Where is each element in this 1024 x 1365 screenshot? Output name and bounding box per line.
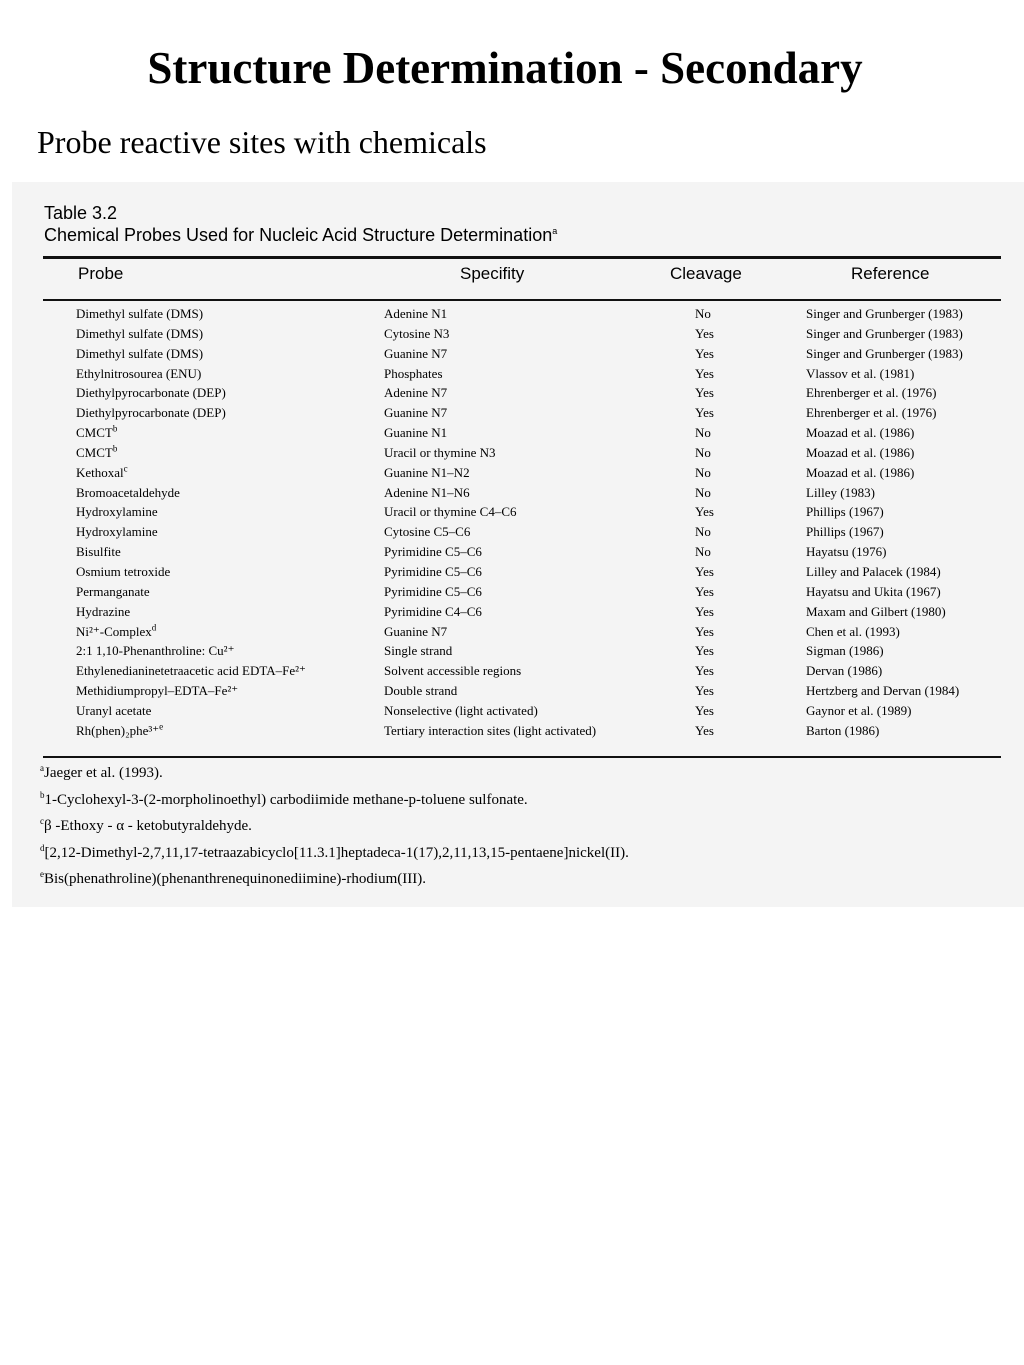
cell-reference: Barton (1986) (806, 722, 880, 738)
footnote-mark: b (112, 423, 118, 434)
cell-specifity: Cytosine N3 (384, 325, 450, 341)
cell-specifity: Pyrimidine C5–C6 (384, 583, 482, 599)
table-row (12, 642, 1024, 662)
cell-reference: Vlassov et al. (1981) (806, 365, 915, 381)
table-label: Table 3.2 (44, 203, 118, 223)
cell-probe: Dimethyl sulfate (DMS) (76, 306, 204, 321)
cell-cleavage: Yes (695, 504, 714, 520)
header-probe: Probe (78, 264, 124, 283)
footnote (40, 760, 1000, 787)
header-specifity: Specifity (460, 264, 525, 283)
cell-specifity: Adenine N7 (384, 385, 448, 401)
cell-cleavage: Yes (695, 722, 714, 738)
cell-reference: Lilley and Palacek (1984) (806, 563, 941, 579)
cell-probe: Hydroxylamine (76, 524, 158, 540)
table-row (12, 305, 1024, 325)
cell-specifity: Single strand (384, 643, 453, 659)
cell-specifity: Guanine N1 (384, 425, 448, 441)
cell-reference: Dervan (1986) (806, 663, 883, 679)
cell-cleavage: Yes (695, 563, 714, 579)
table-header-rule (43, 299, 1001, 301)
table-row (12, 345, 1024, 365)
cell-probe: Diethylpyrocarbonate (DEP) (76, 405, 226, 421)
slide-subtitle: Probe reactive sites with chemicals (37, 124, 487, 160)
cell-reference: Sigman (1986) (806, 643, 884, 659)
header-reference: Reference (851, 264, 930, 283)
cell-cleavage: Yes (695, 643, 714, 659)
footnote (40, 866, 1000, 893)
cell-specifity: Double strand (384, 683, 458, 699)
cell-specifity: Guanine N7 (384, 345, 448, 361)
cell-reference: Lilley (1983) (806, 484, 875, 500)
cell-reference: Ehrenberger et al. (1976) (806, 385, 937, 401)
footnote-text: Jaeger et al. (1993). (44, 765, 163, 781)
table-row (12, 444, 1024, 464)
table-row (12, 543, 1024, 563)
cell-probe: Hydrazine (76, 603, 131, 619)
table-row (12, 484, 1024, 504)
cell-specifity: Pyrimidine C5–C6 (384, 563, 482, 579)
table-row (12, 464, 1024, 484)
cell-reference: Moazad et al. (1986) (806, 444, 915, 460)
table-footnotes (40, 760, 1000, 893)
cell-reference: Singer and Grunberger (1983) (806, 325, 963, 341)
cell-cleavage: Yes (695, 663, 714, 679)
cell-specifity: Uracil or thymine C4–C6 (384, 504, 517, 520)
cell-cleavage: No (695, 464, 711, 480)
table-bottom-rule (43, 756, 1001, 758)
table-row (12, 702, 1024, 722)
table-row (12, 662, 1024, 682)
table-row (12, 384, 1024, 404)
cell-cleavage: Yes (695, 385, 714, 401)
cell-probe: Bromoacetaldehyde (76, 484, 180, 500)
cell-specifity: Adenine N1 (384, 306, 448, 321)
slide-title: Structure Determination - Secondary (147, 43, 863, 93)
cell-cleavage: No (695, 425, 711, 441)
table-row (12, 325, 1024, 345)
cell-reference: Maxam and Gilbert (1980) (806, 603, 946, 619)
cell-specifity: Tertiary interaction sites (light activated) (384, 722, 597, 738)
cell-specifity: Guanine N7 (384, 623, 448, 639)
table-row (12, 623, 1024, 643)
cell-reference: Singer and Grunberger (1983) (806, 306, 963, 321)
table-caption (44, 202, 557, 246)
table-title: Chemical Probes Used for Nucleic Acid Structure Determination (44, 225, 553, 245)
cell-cleavage: Yes (695, 405, 714, 421)
cell-specifity: Adenine N1–N6 (384, 484, 470, 500)
cell-specifity: Guanine N7 (384, 405, 448, 421)
table-row (12, 424, 1024, 444)
table-row (12, 682, 1024, 702)
cell-probe: CMCT$^b$ (76, 443, 118, 460)
cell-cleavage: Yes (695, 702, 714, 718)
footnote (40, 787, 1000, 814)
cell-specifity: Pyrimidine C4–C6 (384, 603, 482, 619)
cell-probe: 2:1 1,10-Phenanthroline: Cu²⁺ (76, 643, 235, 659)
cell-cleavage: No (695, 444, 711, 460)
cell-cleavage: Yes (695, 623, 714, 639)
cell-specifity: Solvent accessible regions (384, 663, 522, 679)
table-top-rule (43, 256, 1001, 259)
cell-cleavage: Yes (695, 683, 714, 699)
table-row (12, 404, 1024, 424)
cell-probe: Methidiumpropyl–EDTA–Fe²⁺ (76, 683, 239, 699)
cell-probe: Ethylnitrosourea (ENU) (76, 365, 202, 381)
cell-cleavage: Yes (695, 603, 714, 619)
cell-cleavage: No (695, 306, 711, 321)
cell-cleavage: Yes (695, 583, 714, 599)
footnote-text: Bis(phenathroline)(phenanthrenequinonediimine)-rhodium(III). (44, 871, 426, 887)
cell-probe: Bisulfite (76, 544, 121, 560)
cell-probe: CMCT$^b$ (76, 423, 118, 441)
scanned-table-image (12, 182, 1024, 907)
cell-cleavage: Yes (695, 345, 714, 361)
footnote-mark: e (159, 721, 164, 732)
table-title-footnote-mark: a (552, 226, 558, 236)
header-cleavage: Cleavage (670, 264, 742, 283)
footnote (40, 840, 1000, 867)
cell-specifity: Guanine N1–N2 (384, 464, 470, 480)
cell-reference: Singer and Grunberger (1983) (806, 345, 963, 361)
cell-reference: Phillips (1967) (806, 504, 884, 520)
cell-probe: Uranyl acetate (76, 702, 152, 718)
cell-cleavage: Yes (695, 325, 714, 341)
table-row (12, 722, 1024, 742)
table-row (12, 603, 1024, 623)
cell-probe: Hydroxylamine (76, 504, 158, 520)
footnote-mark: d (40, 842, 45, 853)
cell-probe: Kethoxal$^c$ (76, 463, 128, 480)
cell-cleavage: No (695, 544, 711, 560)
cell-reference: Phillips (1967) (806, 524, 884, 540)
cell-reference: Hertzberg and Dervan (1984) (806, 683, 960, 699)
footnote-mark: c (123, 463, 128, 474)
cell-specifity: Uracil or thymine N3 (384, 444, 496, 460)
footnote (40, 813, 1000, 840)
cell-probe: Permanganate (76, 583, 150, 599)
footnote-mark: b (40, 789, 45, 800)
table-row (12, 583, 1024, 603)
cell-specifity: Pyrimidine C5–C6 (384, 544, 482, 560)
table-row (12, 503, 1024, 523)
cell-reference: Gaynor et al. (1989) (806, 702, 912, 718)
footnote-mark: c (40, 816, 44, 826)
footnote-mark: a (40, 763, 44, 773)
footnote-mark: e (40, 869, 44, 879)
table-body (12, 305, 1024, 742)
table-row (12, 563, 1024, 583)
cell-reference: Hayatsu (1976) (806, 544, 887, 560)
cell-cleavage: Yes (695, 365, 714, 381)
table-row (12, 365, 1024, 385)
cell-specifity: Phosphates (384, 365, 443, 381)
cell-reference: Chen et al. (1993) (806, 623, 900, 639)
cell-reference: Ehrenberger et al. (1976) (806, 405, 937, 421)
cell-reference: Moazad et al. (1986) (806, 464, 915, 480)
cell-probe: Diethylpyrocarbonate (DEP) (76, 385, 226, 401)
cell-cleavage: No (695, 524, 711, 540)
footnote-mark: b (112, 443, 118, 454)
cell-reference: Hayatsu and Ukita (1967) (806, 583, 941, 599)
cell-cleavage: No (695, 484, 711, 500)
footnote-text: β -Ethoxy - α - ketobutyraldehyde. (44, 818, 252, 834)
footnote-mark: d (151, 622, 157, 633)
footnote-text: [2,12-Dimethyl-2,7,11,17-tetraazabicyclo[11.3.1]heptadeca-1(17),2,11,13,15-pentaene]nickel(II). (44, 844, 629, 861)
cell-probe: Ethylenedianinetetraacetic acid EDTA–Fe²⁺ (76, 663, 306, 679)
cell-reference: Moazad et al. (1986) (806, 425, 915, 441)
cell-probe: Dimethyl sulfate (DMS) (76, 325, 204, 341)
cell-probe: Ni²⁺-Complex$^d$ (76, 622, 157, 639)
cell-probe: Osmium tetroxide (76, 563, 171, 579)
cell-specifity: Cytosine C5–C6 (384, 524, 471, 540)
footnote-text: 1-Cyclohexyl-3-(2-morpholinoethyl) carbodiimide methane-p-toluene sulfonate. (44, 791, 528, 808)
cell-probe: Rh(phen)₂phe³⁺$^e$ (76, 721, 164, 738)
table-row (12, 523, 1024, 543)
cell-specifity: Nonselective (light activated) (384, 702, 538, 718)
cell-probe: Dimethyl sulfate (DMS) (76, 345, 204, 361)
